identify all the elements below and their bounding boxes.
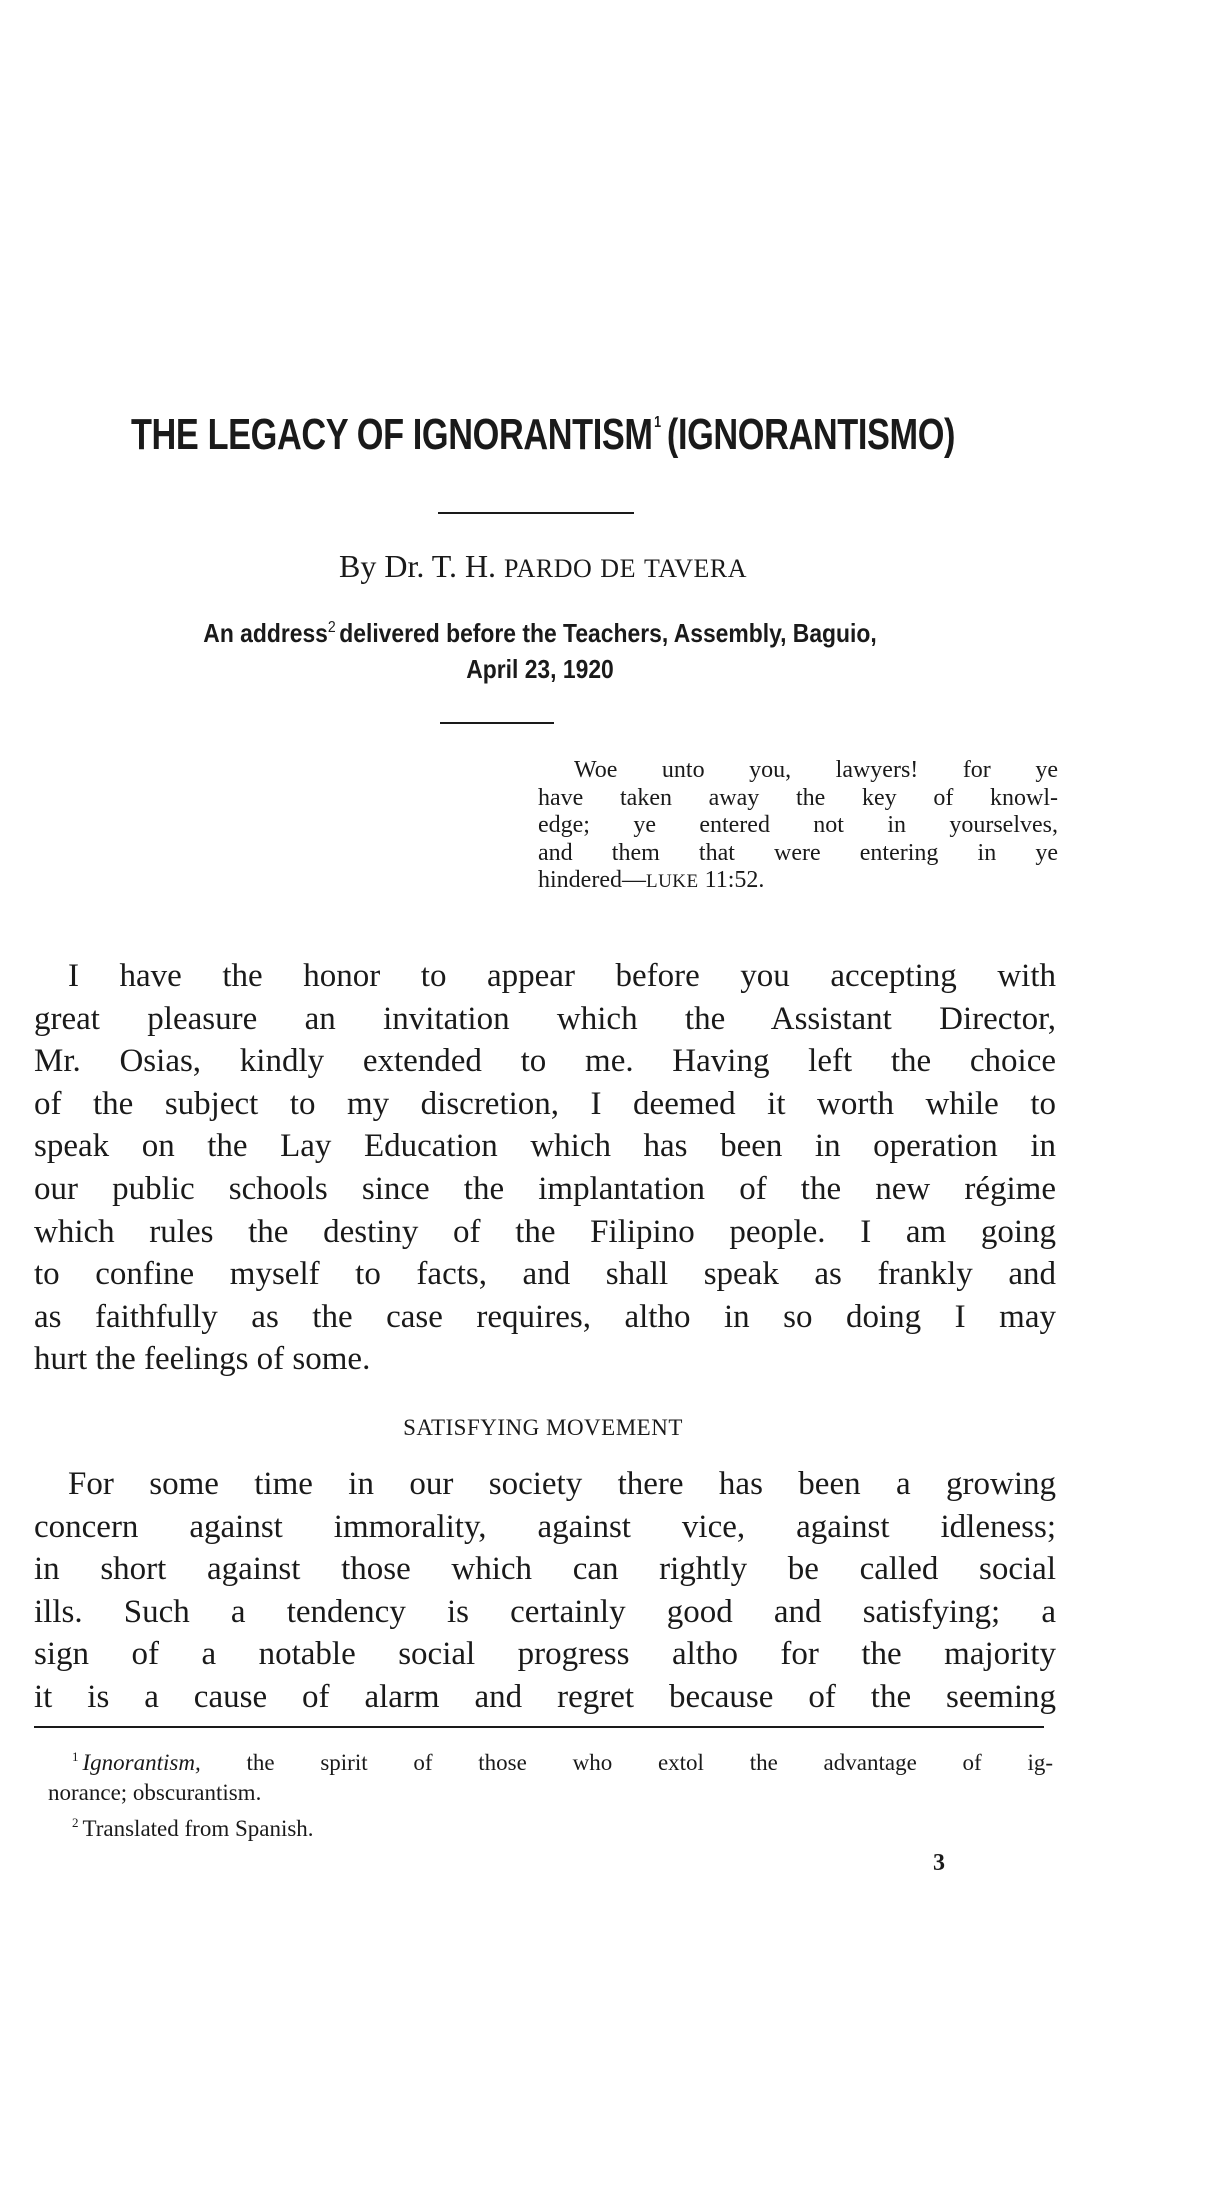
epigraph-last-text: hindered— <box>538 867 646 893</box>
byline <box>0 548 1086 585</box>
footnote-1-term: Ignorantism, <box>82 1750 201 1775</box>
paragraph-line: to confine myself to facts, and shall speak as frankly and <box>34 1256 1056 1293</box>
author-last-name: TAVERA <box>643 554 747 583</box>
paragraph-line: concern against immorality, against vice, against idleness; <box>34 1508 1056 1545</box>
title-parenthetical: (IGNORANTISMO) <box>666 410 956 459</box>
address-note <box>118 610 963 687</box>
footnote-1-continued: norance; obscurantism. <box>48 1780 262 1805</box>
footnote-2 <box>48 1808 1053 1844</box>
article-title <box>119 410 966 460</box>
paragraph-line: of the subject to my discretion, I deemed it worth while to <box>34 1085 1056 1122</box>
section-heading: SATISFYING MOVEMENT <box>403 1415 683 1440</box>
title-divider <box>438 512 634 514</box>
epigraph-source-ref: 11:52. <box>704 867 765 893</box>
author-name-particle: DE <box>600 554 636 583</box>
address-footnote-mark[interactable]: 2 <box>327 619 336 636</box>
title-footnote-mark[interactable]: 1 <box>654 414 661 431</box>
byline-prefix: By Dr. T. H. <box>339 548 497 584</box>
epigraph-line: Woe unto you, lawyers! for ye <box>574 757 1058 783</box>
paragraph-line: For some time in our society there has been a growing <box>68 1466 1056 1502</box>
footnote-1 <box>48 1742 1053 1778</box>
epigraph-line-last <box>538 867 1058 896</box>
epigraph <box>538 757 1058 896</box>
footnotes <box>48 1742 1053 1844</box>
paragraph-line: Mr. Osias, kindly extended to me. Having left the choice <box>34 1043 1056 1080</box>
epigraph-line: edge; ye entered not in yourselves, <box>538 812 1058 838</box>
paragraph-line: speak on the Lay Education which has been in operation in <box>34 1128 1056 1165</box>
footnote-1-text: the spirit of those who extol the advantage of ig- <box>246 1750 1054 1775</box>
paragraph-line: I have the honor to appear before you accepting with <box>68 958 1056 994</box>
epigraph-line: have taken away the key of knowl- <box>538 784 1058 811</box>
paragraph-line: ills. Such a tendency is certainly good and satisfying; a <box>34 1593 1056 1630</box>
paragraph-line: it is a cause of alarm and regret because of the seeming <box>34 1678 1056 1715</box>
paragraph-movement <box>34 1463 1056 1719</box>
paragraph-line: which rules the destiny of the Filipino people. I am going <box>34 1213 1056 1250</box>
footnote-divider <box>34 1726 1044 1728</box>
author-first-name: PARDO <box>504 554 593 583</box>
epigraph-source-book: LUKE <box>645 871 699 892</box>
paragraph-line: our public schools since the implantation of the new régime <box>34 1170 1056 1207</box>
address-rest: delivered before the Teachers, Assembly, Baguio, <box>339 618 877 648</box>
paragraph-line: as faithfully as the case requires, altho in so doing I may <box>34 1298 1056 1335</box>
byline-divider <box>440 722 554 724</box>
page-number: 3 <box>933 1850 945 1876</box>
address-lead: An address <box>203 618 328 648</box>
footnote-2-text: Translated from Spanish. <box>82 1816 314 1841</box>
paragraph-line: in short against those which can rightly be called social <box>34 1551 1056 1588</box>
footnote-1-mark: 1 <box>72 1749 79 1764</box>
title-main: THE LEGACY OF IGNORANTISM <box>130 410 653 459</box>
paragraph-intro <box>34 955 1056 1381</box>
paragraph-line: great pleasure an invitation which the Assistant Director, <box>34 1000 1056 1037</box>
address-date: April 23, 1920 <box>466 654 614 684</box>
paragraph-line: sign of a notable social progress altho for the majority <box>34 1636 1056 1673</box>
footnote-2-mark: 2 <box>72 1815 79 1830</box>
epigraph-line: and them that were entering in ye <box>538 839 1058 866</box>
paragraph-line: hurt the feelings of some. <box>34 1341 371 1378</box>
